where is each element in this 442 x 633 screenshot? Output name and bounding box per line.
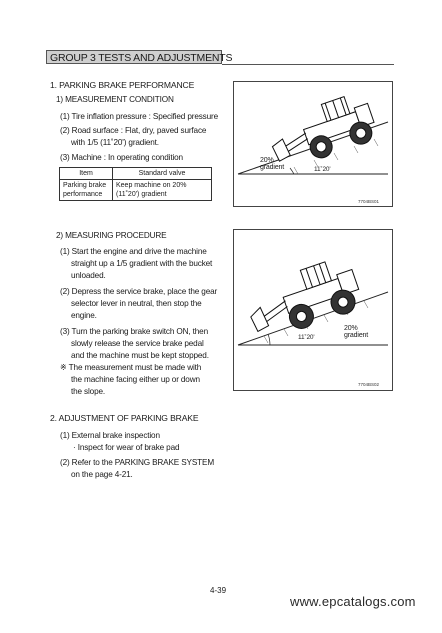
section3-title: 2. ADJUSTMENT OF PARKING BRAKE [50,413,199,423]
table-cell-value-line1: Keep machine on 20% [116,182,187,189]
procedure-line-2: straight up a 1/5 gradient with the bucket [71,259,213,268]
fig1-grade-pct: 20% [260,157,274,164]
procedure-note-1: ※ The measurement must be made with [60,363,202,372]
table-cell-value-line2: (11˚20') gradient [116,191,167,198]
procedure-note-3: the slope. [71,387,106,396]
table-header-item: Item [60,168,113,180]
condition-item-2: (2) Road surface : Flat, dry, paved surface [60,126,207,135]
page-number: 4-39 [210,586,227,595]
condition-item-1: (1) Tire inflation pressure : Specified pressure [60,112,218,121]
procedure-line-1: (1) Start the engine and drive the machine [60,247,207,256]
standard-table [59,167,212,201]
loader-downhill-illustration [234,230,392,390]
procedure-line-9: and the machine must be kept stopped. [71,351,209,360]
section-header: GROUP 3 TESTS AND ADJUSTMENTS [46,50,222,64]
section1-subtitle: 1) MEASUREMENT CONDITION [56,95,174,104]
section1-title: 1. PARKING BRAKE PERFORMANCE [50,80,195,90]
table-cell-item-line1: Parking brake [63,182,107,189]
table-header-standard: Standard valve [113,168,212,180]
loader-uphill-illustration [234,82,392,206]
figure-loader-downhill [233,229,393,391]
figure-loader-uphill [233,81,393,207]
procedure-line-8: slowly release the service brake pedal [71,339,204,348]
fig1-grade-word: gradient [260,164,285,171]
procedure-line-3: unloaded. [71,271,106,280]
adjust-line-2: · Inspect for wear of brake pad [73,443,180,452]
fig1-angle: 11˚20' [314,166,331,173]
fig2-grade-pct: 20% [344,325,358,332]
fig2-angle: 11˚20' [298,334,315,341]
watermark: www.epcatalogs.com [290,594,416,609]
condition-item-2-cont: with 1/5 (11˚20') gradient. [71,138,159,147]
table-cell-value [113,180,212,201]
procedure-line-4: (2) Depress the service brake, place the gear [60,287,218,296]
procedure-note-2: the machine facing either up or down [71,375,200,384]
adjust-line-1: (1) External brake inspection [60,431,160,440]
fig1-code: 7704BS01 [358,199,380,204]
adjust-line-4: on the page 4-21. [71,470,133,479]
fig2-grade-word: gradient [344,332,369,339]
table-cell-item [60,180,113,201]
procedure-line-7: (3) Turn the parking brake switch ON, then [60,327,208,336]
table-cell-item-line2: performance [63,191,103,198]
section2-subtitle: 2) MEASURING PROCEDURE [56,231,167,240]
adjust-line-3: (2) Refer to the PARKING BRAKE SYSTEM [60,458,215,467]
procedure-line-6: engine. [71,311,97,320]
procedure-line-5: selector lever in neutral, then stop the [71,299,202,308]
fig2-code: 7704BS02 [358,382,380,387]
header-rule [222,64,394,65]
condition-item-3: (3) Machine : In operating condition [60,153,183,162]
